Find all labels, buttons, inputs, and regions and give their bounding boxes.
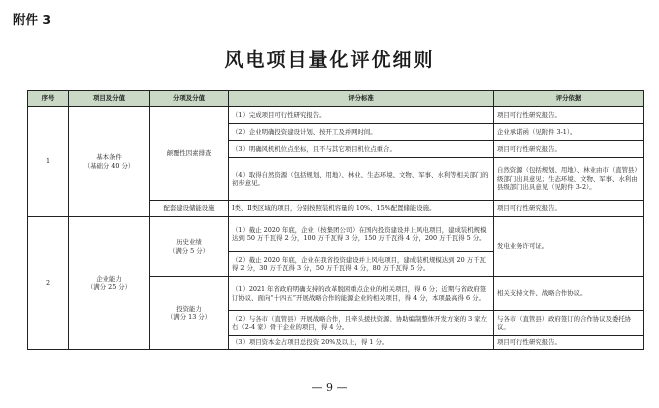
basis-cell: 项目可行性研究报告。 xyxy=(494,336,644,350)
scoring-table xyxy=(27,90,644,350)
standard-cell: （2）截止 2020 年底，企业在我省投资建设并上风电项目，建成装机规模达到 20 万千瓦得 2 分，30 万千瓦得 3 分，50 万千瓦得 4 分，80 万千瓦得 5 分。 xyxy=(229,252,494,277)
seq-cell: 2 xyxy=(28,217,69,350)
category-score: （满分 5 分） xyxy=(168,246,210,255)
page-footer xyxy=(0,381,659,394)
standard-cell: （3）明确风机机位点坐标，且不与其它项目机位点重合。 xyxy=(229,141,494,158)
standard-cell: （4）取得自然资源（包括规划、用地）、林业、生态环境、文物、军事、水利等相关部门的初步意见。 xyxy=(229,158,494,201)
header-category: 分项及分值 xyxy=(150,91,229,107)
attachment-label: 附件 3 xyxy=(13,12,52,27)
basis-cell: 项目可行性研究报告。 xyxy=(494,201,644,217)
standard-cell: （1）2021 年省政府明确支持的改革脱困重点企业的相关项目，得 6 分；近期与省政府签订协议、面向“十四五”开展战略合作的能源企业的相关项目，得 4 分，本项最高得 6 分。 xyxy=(229,277,494,311)
header-basis: 评分依据 xyxy=(494,91,644,107)
basis-cell: 项目可行性研究报告。 xyxy=(494,107,644,124)
basis-cell: 企业承诺函（见附件 3-1）。 xyxy=(494,124,644,141)
basis-cell: 自然资源（包括规划、用地）、林业由市（直管县）级部门出具意见；生态环境、文物、军事、水利由县级部门出具意见（见附件 3-2）。 xyxy=(494,158,644,201)
category-score: （满分 13 分） xyxy=(166,313,212,321)
document-title: 风电项目量化评优细则 xyxy=(224,49,435,71)
standard-cell: Ⅰ类、Ⅱ类区域的项目，分别按照装机容量的 10%、15%配置储能设施。 xyxy=(229,201,494,217)
header-standard: 评分标准 xyxy=(229,91,494,107)
page-number: — 9 — xyxy=(311,381,348,394)
standard-cell: （1）完成项目可行性研究报告。 xyxy=(229,107,494,124)
item-name: 基本条件 xyxy=(96,153,122,162)
standard-cell: （2）与各市（直管县）开展战略合作，且牵头援扶资源、协助编制整体开发方案的 3 家左右（2-4 家）骨干企业的项目，得 4 分。 xyxy=(229,311,494,336)
category-cell xyxy=(150,217,229,277)
item-score: （满分 25 分） xyxy=(86,283,132,291)
seq-cell: 1 xyxy=(28,107,69,217)
category-cell xyxy=(150,201,229,217)
category-name: 投资能力 xyxy=(176,304,202,313)
category-cell xyxy=(150,107,229,201)
standard-cell: （2）企业明确投资建设计划、按开工及并网时间。 xyxy=(229,124,494,141)
basis-cell: 相关支持文件、战略合作协议。 xyxy=(494,277,644,311)
item-cell xyxy=(69,107,150,217)
table-row xyxy=(28,217,644,252)
basis-cell: 项目可行性研究报告。 xyxy=(494,141,644,158)
category-name: 配套建设储能设施 xyxy=(163,204,215,213)
category-cell xyxy=(150,277,229,350)
header-item: 项目及分值 xyxy=(69,91,150,107)
category-name: 历史业绩 xyxy=(176,238,202,247)
table-row xyxy=(28,107,644,124)
table-header-row xyxy=(28,91,644,107)
basis-cell: 发电业务许可证。 xyxy=(494,217,644,277)
standard-cell: （3）项目资本金占项目总投资 20%及以上，得 1 分。 xyxy=(229,336,494,350)
basis-cell: 与各市（直管县）政府签订的合作协议及委托协议。 xyxy=(494,311,644,336)
standard-cell: （1）截止 2020 年底，企业（按集团公司）在国内投资建设并上风电项目，建成装机规模达到 50 万千瓦得 2 分，100 万千瓦得 3 分，150 万千瓦得 4 分，200 万千瓦得 5 分。 xyxy=(229,217,494,252)
item-cell xyxy=(69,217,150,350)
item-name: 企业能力 xyxy=(96,274,122,283)
item-score: （基础分 40 分） xyxy=(83,161,135,170)
header-seq: 序号 xyxy=(28,91,69,107)
category-name: 颠覆性因素排查 xyxy=(166,149,212,158)
